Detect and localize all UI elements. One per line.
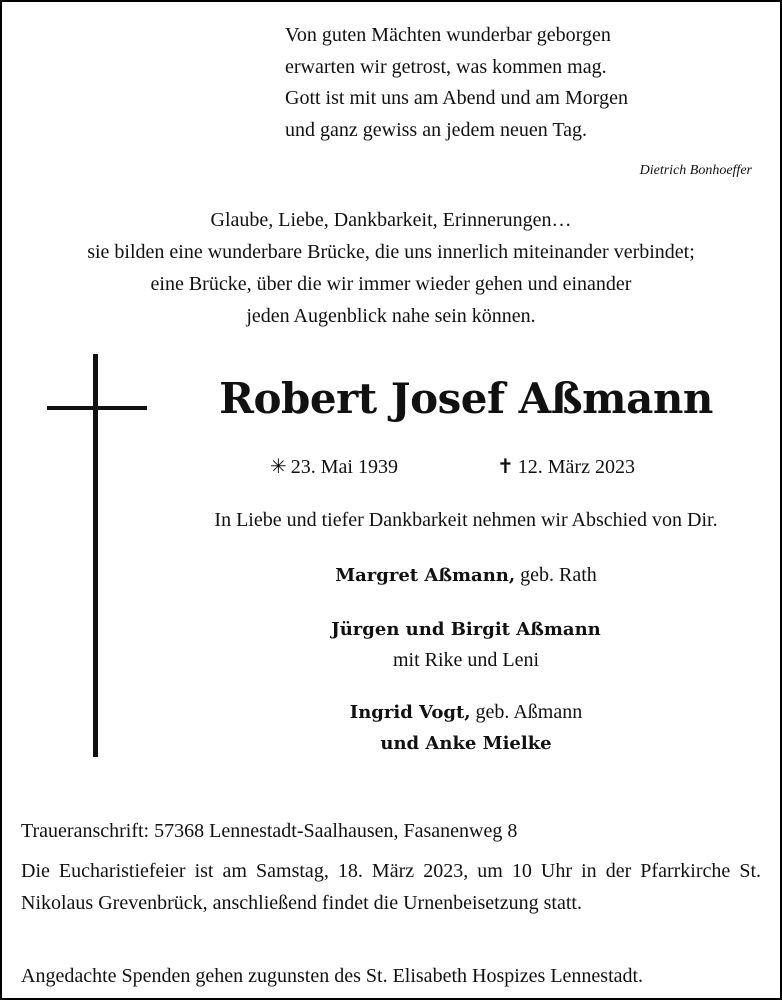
farewell-text: In Liebe und tiefer Dankbarkeit nehmen wir Abschied von Dir. bbox=[214, 509, 718, 531]
cross-horizontal-bar bbox=[47, 406, 147, 410]
poem-line: und ganz gewiss an jedem neuen Tag. bbox=[285, 118, 588, 141]
service-text: Die Eucharistiefeier ist am Samstag, 18. März 2023, um 10 Uhr in der Pfarrkirche St. Nikolaus Grevenbrück, anschließend findet die Urnenbeisetzung statt. bbox=[21, 860, 761, 914]
poem-line: erwarten wir getrost, was kommen mag. bbox=[285, 55, 607, 78]
poem-author: Dietrich Bonhoeffer bbox=[639, 163, 752, 178]
quote-line: sie bilden eine wunderbare Brücke, die uns innerlich miteinander verbindet; bbox=[87, 241, 695, 263]
poem-line: Von guten Mächten wunderbar geborgen bbox=[285, 24, 611, 46]
family-member-suffix: geb. Aßmann bbox=[475, 701, 583, 723]
death-cross-icon: ✝ bbox=[497, 456, 514, 478]
family-member-2-sub: mit Rike und Leni bbox=[392, 649, 540, 671]
family-member-name: Jürgen und Birgit Aßmann bbox=[331, 619, 601, 640]
deceased-name: Robert Josef Aßmann bbox=[219, 374, 713, 423]
family-member-name: Ingrid Vogt, bbox=[349, 702, 471, 723]
family-member-1 bbox=[152, 564, 780, 587]
address-line: Traueranschrift: 57368 Lennestadt-Saalhausen, Fasanenweg 8 bbox=[21, 820, 518, 842]
cross-vertical-bar bbox=[93, 354, 98, 757]
birth-date: 23. Mai 1939 bbox=[290, 456, 398, 478]
family-member-3-sub bbox=[152, 732, 780, 755]
birth-star-icon: ✳ bbox=[270, 456, 287, 478]
family-member-name: Margret Aßmann, bbox=[335, 565, 516, 586]
birth-date-line bbox=[270, 454, 398, 479]
quote-line: Glaube, Liebe, Dankbarkeit, Erinnerungen… bbox=[210, 209, 572, 231]
quote-line: eine Brücke, über die wir immer wieder gehen und einander bbox=[150, 273, 632, 295]
quote bbox=[2, 204, 780, 332]
family-member-suffix: geb. Rath bbox=[520, 564, 597, 586]
poem-line: Gott ist mit uns am Abend und am Morgen bbox=[285, 87, 628, 109]
family-member-3 bbox=[152, 701, 780, 724]
poem bbox=[285, 20, 628, 146]
donations-text: Angedachte Spenden gehen zugunsten des St. Elisabeth Hospizes Lennestadt. bbox=[21, 965, 644, 987]
family-member-2 bbox=[152, 618, 780, 641]
family-member-name: und Anke Mielke bbox=[380, 733, 552, 754]
quote-line: jeden Augenblick nahe sein können. bbox=[246, 305, 536, 327]
death-date: 12. März 2023 bbox=[517, 456, 635, 478]
death-date-line bbox=[497, 454, 635, 479]
